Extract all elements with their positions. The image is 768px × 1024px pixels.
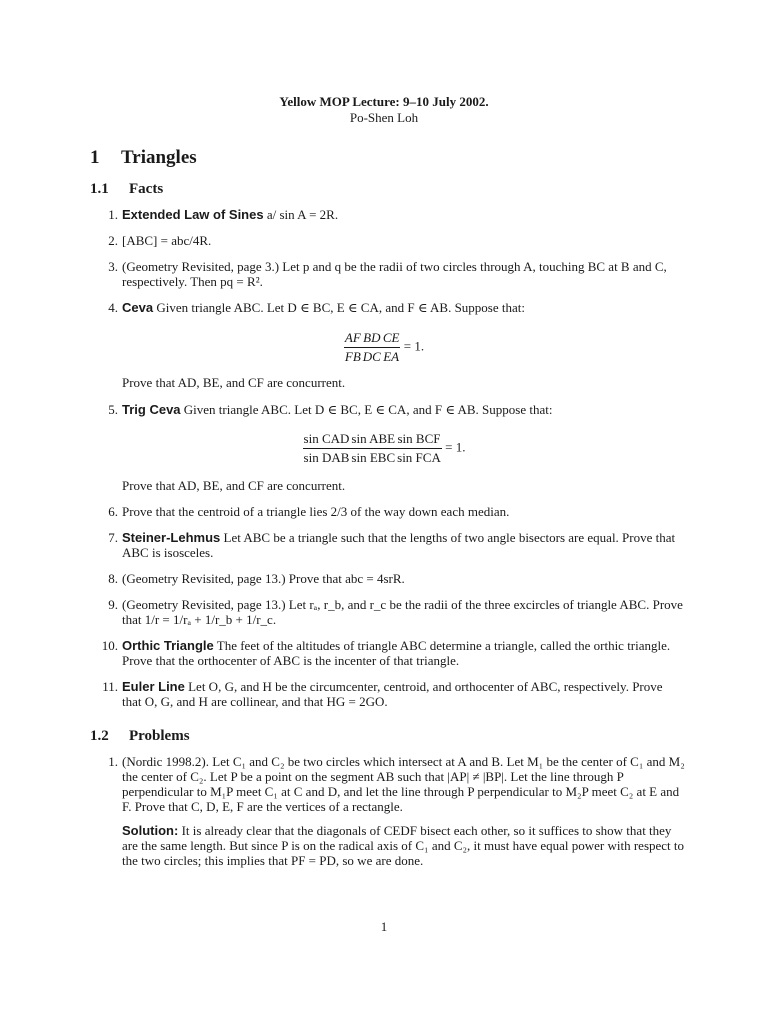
trig-ceva-equation: [0, 431, 768, 466]
fact-item: [100, 504, 685, 519]
solution-paragraph: [122, 823, 685, 868]
item-text: The feet of the altitudes of triangle ABC determine a triangle, called the orthic triangle. Prove that the orthocenter of ABC is the incenter of that triangle.: [122, 638, 671, 668]
subsection-title: Facts: [129, 181, 164, 197]
denominator: FB: [344, 349, 361, 364]
subsection-number: 1.2: [90, 728, 109, 744]
section-title: Triangles: [121, 147, 197, 168]
author-name: Po-Shen Loh: [349, 110, 419, 125]
item-number: 7.: [108, 530, 118, 545]
item-number: 1.: [108, 754, 118, 769]
item-number: 3.: [108, 259, 118, 274]
item-text: Let ABC be a triangle such that the lengths of two angle bisectors are equal. Prove that ABC is isosceles.: [122, 530, 676, 560]
fact-item: [100, 207, 685, 222]
item-number: 8.: [108, 571, 118, 586]
denominator: EA: [383, 349, 400, 364]
item-number: 1.: [108, 207, 118, 222]
denominator: sin DAB: [303, 450, 350, 465]
item-text: (Nordic 1998.2). Let C₁ and C₂ be two circles which intersect at A and B. Let M₁ be the center of C₁ and M₂ the center of C₂. Let P be a point on the segment AB such that |AP| ≠ |BP|. Let the line through P perpendicular to M₁P meet C₁ at C and D, and let the line through P perpendicular to M₂P meet C₂ at E and F. Prove that C, D, E, F are the vertices of a rectangle.: [122, 754, 685, 814]
item-text: Given triangle ABC. Let D ∈ BC, E ∈ CA, and F ∈ AB. Suppose that:: [153, 300, 525, 315]
item-name: Steiner-Lehmus: [122, 530, 221, 545]
item-number: 2.: [108, 233, 118, 248]
fact-item: [100, 679, 685, 709]
fraction: [362, 330, 382, 365]
item-name: Ceva: [122, 300, 154, 315]
lecture-title: Yellow MOP Lecture: 9–10 July 2002.: [279, 94, 489, 109]
item-number: 4.: [108, 300, 118, 315]
equation-rhs: = 1.: [445, 439, 466, 455]
item-number: 5.: [108, 402, 118, 417]
item-text: [ABC] = abc/4R.: [122, 233, 212, 248]
fact-item-trig-ceva: [100, 402, 685, 417]
fact-item: [100, 571, 685, 586]
subsection-heading-facts: [90, 181, 163, 198]
numerator: BD: [362, 330, 382, 348]
numerator: AF: [344, 330, 362, 348]
denominator: sin FCA: [397, 450, 441, 465]
ceva-conclusion: Prove that AD, BE, and CF are concurrent.: [122, 375, 346, 390]
problem-item: [100, 754, 685, 814]
fraction: [396, 431, 442, 466]
numerator: sin BCF: [396, 431, 442, 449]
fraction: [382, 330, 401, 365]
solution-text: It is already clear that the diagonals of CEDF bisect each other, so it suffices to show that they are the same length. But since P is on the radical axis of C₁ and C₂, it must have equal power with respect to the two circles; this implies that PF = PD, so we are done.: [122, 823, 685, 868]
section-heading: [90, 147, 197, 169]
item-name: Trig Ceva: [122, 402, 181, 417]
item-number: 10.: [101, 638, 118, 653]
item-text: (Geometry Revisited, page 13.) Prove that abc = 4srR.: [122, 571, 405, 586]
numerator: sin CAD: [303, 431, 351, 449]
numerator: sin ABE: [350, 431, 396, 449]
fraction: [344, 330, 362, 365]
item-number: 11.: [102, 679, 118, 694]
denominator: DC: [362, 349, 381, 364]
item-text: (Geometry Revisited, page 13.) Let rₐ, r_b, and r_c be the radii of the three excircles of triangle ABC. Prove that 1/r = 1/rₐ + 1/r_b + 1/r_c.: [122, 597, 683, 627]
item-name: Euler Line: [122, 679, 185, 694]
item-text: a/ sin A = 2R.: [263, 207, 339, 222]
page-number: 1: [380, 919, 388, 934]
item-name: Extended Law of Sines: [122, 207, 264, 222]
trig-ceva-conclusion: Prove that AD, BE, and CF are concurrent.: [122, 478, 346, 493]
fact-item: [100, 259, 685, 289]
item-number: 9.: [108, 597, 118, 612]
fact-item: [100, 638, 685, 668]
fact-item: [100, 530, 685, 560]
section-number: 1: [90, 147, 100, 168]
subsection-title: Problems: [129, 728, 190, 744]
ceva-equation: [0, 330, 768, 365]
item-number: 6.: [108, 504, 118, 519]
fact-item: [100, 233, 685, 248]
numerator: CE: [382, 330, 401, 348]
solution-label: Solution:: [122, 823, 179, 838]
subsection-number: 1.1: [90, 181, 109, 197]
item-name: Orthic Triangle: [122, 638, 214, 653]
fraction: [303, 431, 351, 466]
fact-item-ceva: [100, 300, 685, 315]
fact-item: [100, 597, 685, 627]
subsection-heading-problems: [90, 728, 190, 745]
item-text: (Geometry Revisited, page 3.) Let p and q be the radii of two circles through A, touching BC at B and C, respectively. Then pq = R².: [122, 259, 667, 289]
item-text: Prove that the centroid of a triangle lies 2/3 of the way down each median.: [122, 504, 510, 519]
item-text: Let O, G, and H be the circumcenter, centroid, and orthocenter of ABC, respectively. Prove that O, G, and H are collinear, and that HG = 2GO.: [122, 679, 663, 709]
denominator: sin EBC: [351, 450, 396, 465]
equation-rhs: = 1.: [403, 338, 425, 354]
item-text: Given triangle ABC. Let D ∈ BC, E ∈ CA, and F ∈ AB. Suppose that:: [180, 402, 553, 417]
fraction: [350, 431, 396, 466]
